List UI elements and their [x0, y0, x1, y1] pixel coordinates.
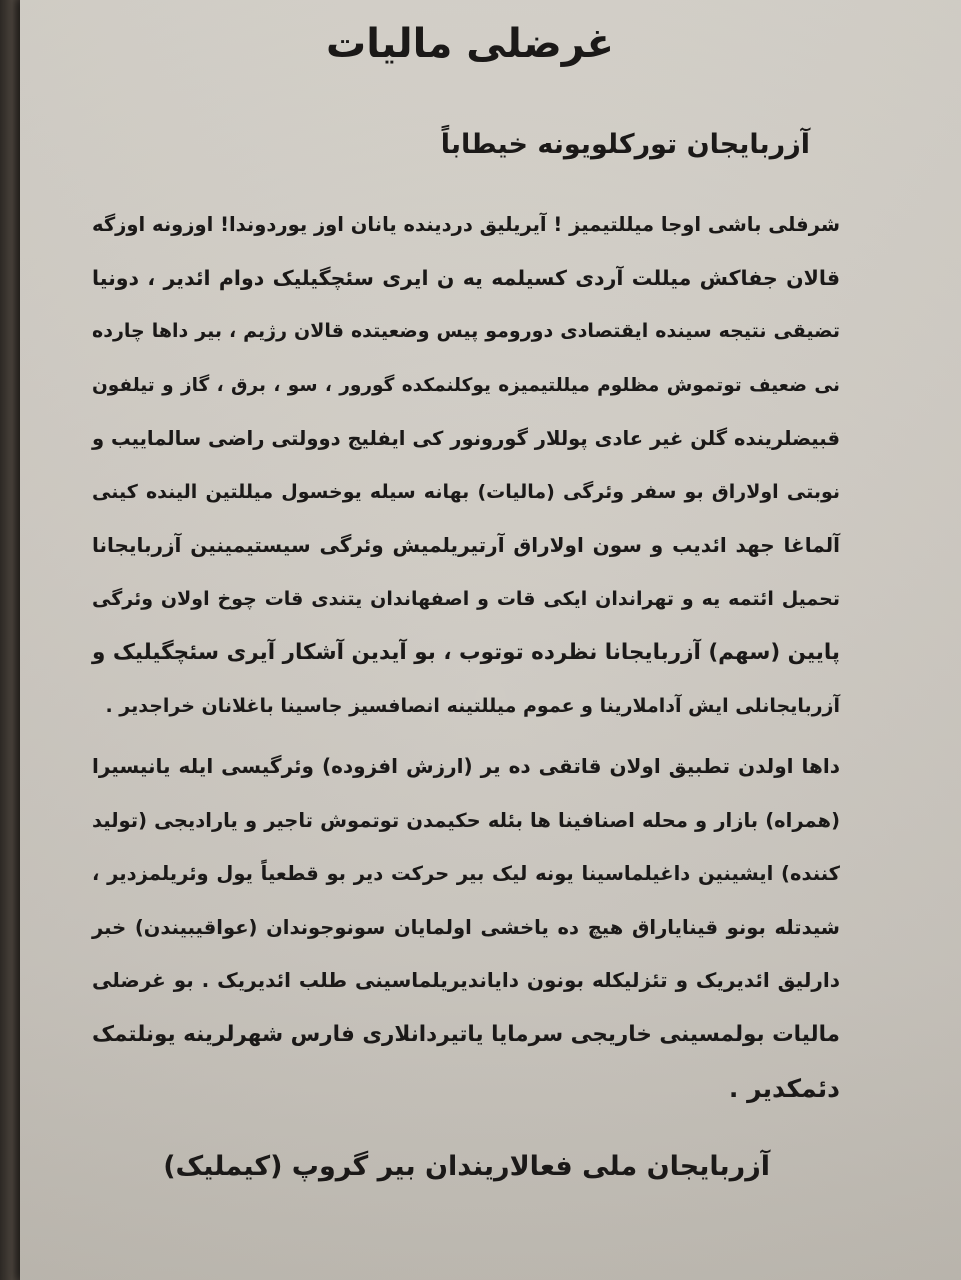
text-line: تضیقی نتیجه سینده ایقتصادی دورومو پیس وضعیتده قالان رژیم ، بیر داها چارده: [92, 320, 840, 342]
text-line: دارلیق ائدیریک و تئزلیکله بونون دایاندیریلماسینی طلب ائدیریک . بو غرضلی: [92, 968, 840, 993]
text-line: تحمیل ائتمه یه و تهراندان ایکی قات و اصفهاندان یتندی قات چوخ اولان وئرگی: [92, 587, 840, 610]
text-line: قالان جفاکش میللت آردی کسیلمه یه ن ایری سئچگیلیک دوام ائدیر ، دونیا: [92, 265, 840, 290]
text-line: کننده) ایشینین داغیلماسینا یونه لیک بیر حرکت دیر بو قطعیاً یول وئریلمزدیر ،: [92, 862, 840, 886]
text-line: نوبتی اولاراق بو سفر وئرگی (مالیات) بهانه سیله یوخسول میللتین الینده کینی: [92, 480, 840, 503]
text-line: شیدتله بونو قینایاراق هیچ ده یاخشی اولمایان سونوجوندان (عواقیبیندن) خبر: [92, 915, 840, 939]
paragraph-1: [92, 198, 840, 733]
address-line: آزربایجان تورکلویونه خیطاباً: [440, 129, 810, 160]
text-line: قبیضلرینده گلن غیر عادی پوللار گورونور کی ایفلیج دوولتی راضی سالماییب و: [92, 427, 840, 450]
document-title: غرضلی مالیات: [326, 21, 614, 67]
signature-line: آزربایجان ملی فعالاریندان بیر گروپ (کیملیک): [163, 1151, 770, 1182]
text-line: (همراه) بازار و محله اصنافینا ها بئله حکیمدن توتموش تاجیر و یارادیجی (تولید: [92, 808, 840, 832]
text-line: آزربایجانلی ایش آداملارینا و عموم میللتینه انصافسیز جاسینا باغلانان خراجدیر .: [105, 694, 840, 717]
text-line: پایین (سهم) آزربایجانا نظرده توتوب ، بو آیدین آشکار آیری سئچگیلیک و: [91, 640, 840, 665]
text-line: مالیات بولمسینی خاریجی سرمایا یاتیردانلاری فارس شهرلرینه یونلتمک: [92, 1021, 840, 1047]
paper-sheet: [20, 0, 961, 1280]
paragraph-2: [92, 740, 840, 1115]
text-line: دئمکدیر .: [728, 1073, 840, 1103]
text-line: نی ضعیف توتموش مظلوم میللتیمیزه یوکلنمکده گورور ، سو ، برق ، گاز و تیلفون: [92, 374, 840, 396]
text-line: داها اولدن تطبیق اولان قاتقی ده یر (ارزش افزوده) وئرگیسی ایله یانیسیرا: [92, 754, 840, 778]
text-line: آلماغا جهد ائدیب و سون اولاراق آرتیریلمیش وئرگی سیستیمینین آزربایجانا: [92, 533, 840, 557]
text-line: شرفلی باشی اوجا میللتیمیز ! آیریلیق دردینده یانان اوز یوردوندا! اوزونه اوزگه: [92, 213, 840, 236]
